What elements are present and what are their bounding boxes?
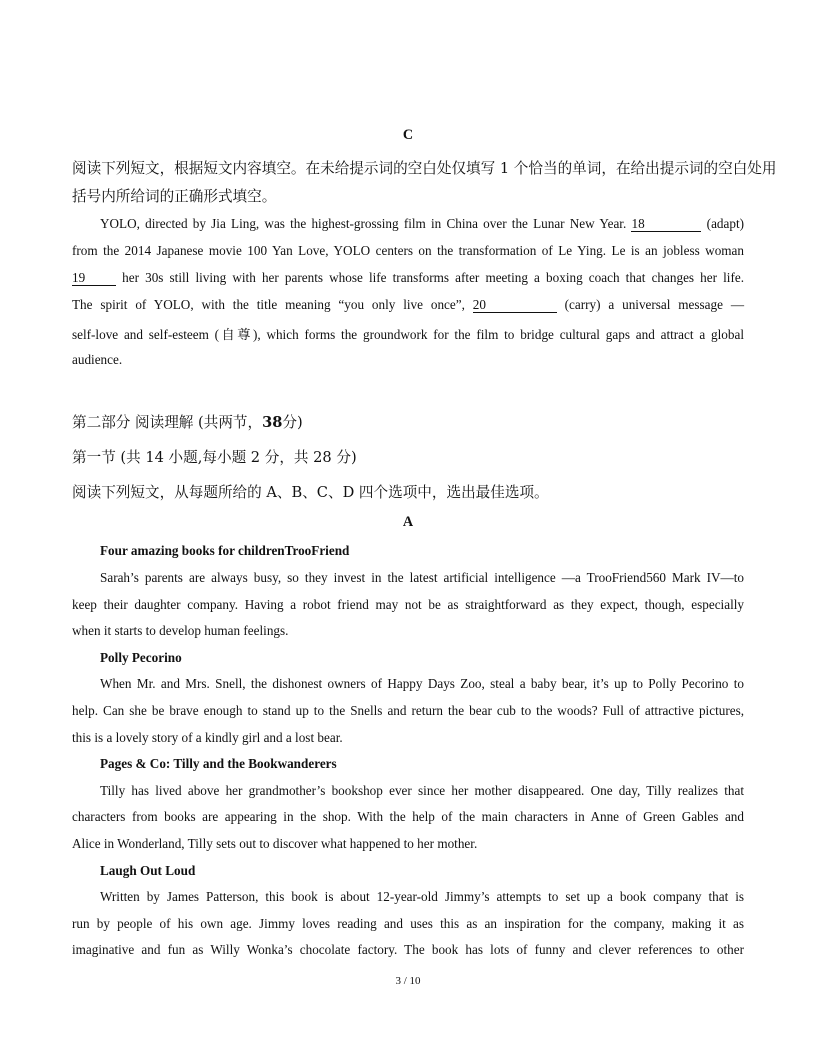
part2-title	[72, 411, 303, 432]
section-c-text: YOLO, directed by Jia Ling, was the highest-grossing film in China over the Lunar New Year.	[100, 216, 627, 231]
part2-instruction: 阅读下列短文，从每题所给的 A、B、C、D 四个选项中，选出最佳选项。	[72, 484, 549, 501]
section-c-text: her 30s still living with her parents whose life transforms after meeting a boxing coach that changes her life.	[122, 270, 745, 285]
book2-line2: help. Can she be brave enough to stand up to the Snells and return the bear cub to the woods? Full of attractive pictures,	[72, 703, 744, 718]
book3-line3: Alice in Wonderland, Tilly sets out to discover what happened to her mother.	[72, 836, 478, 851]
book1-line1: Sarah’s parents are always busy, so they invest in the latest artificial intelligence —a TrooFriend560 Mark IV—to	[100, 570, 744, 585]
section-c-letter: C	[402, 127, 414, 143]
blank-20: 20	[473, 298, 557, 313]
part2-title-text: 第二部分 阅读理解	[72, 414, 194, 431]
book3-line2: characters from books are appearing in the shop. With the help of the main characters in Anne of Green Gables and	[72, 809, 744, 824]
section-c-paragraph-line1	[72, 216, 744, 232]
section-c-paragraph-line2: from the 2014 Japanese movie 100 Yan Love, YOLO centers on the transformation of Le Ying. Le is an jobless woman	[72, 243, 744, 258]
page-number: 3 / 10	[395, 975, 421, 987]
section-c-instruction-line1: 阅读下列短文，根据短文内容填空。在未给提示词的空白处仅填写 1 个恰当的单词，在给出提示词的空白处用	[72, 160, 777, 177]
book4-line2: run by people of his own age. Jimmy loves reading and uses this as an inspiration for the company, making it as	[72, 916, 744, 931]
section-c-text: The spirit of YOLO, with the title meaning “you only live once”,	[72, 297, 465, 312]
section-c-instruction-line2: 括号内所给词的正确形式填空。	[72, 188, 277, 205]
book2-title: Polly Pecorino	[100, 650, 182, 665]
section-a-title: Four amazing books for childrenTrooFriend	[100, 543, 350, 558]
section-c-paragraph-line6: audience.	[72, 352, 123, 367]
section-c-hint-carry: (carry) a universal message —	[564, 297, 745, 312]
blank-19: 19	[72, 271, 116, 286]
section-c-paragraph-line4	[72, 297, 744, 313]
section-c-hint-adapt: (adapt)	[706, 216, 745, 231]
blank-18: 18	[631, 217, 701, 232]
book4-line1: Written by James Patterson, this book is about 12-year-old Jimmy’s attempts to set up a book company that is	[100, 889, 744, 904]
part2-section1-heading: 第一节 (共 14 小题,每小题 2 分，共 28 分)	[72, 449, 357, 466]
section-c-paragraph-line5: self-love and self-esteem (自尊), which forms the groundwork for the film to bridge cultural gaps and attract a global	[72, 327, 744, 342]
book2-line1: When Mr. and Mrs. Snell, the dishonest owners of Happy Days Zoo, steal a baby bear, it’s up to Polly Pecorino to	[100, 676, 744, 691]
book4-line3: imaginative and fun as Willy Wonka’s chocolate factory. The book has lots of funny and clever references to other	[72, 942, 744, 957]
section-a-letter: A	[402, 514, 414, 530]
book3-line1: Tilly has lived above her grandmother’s bookshop ever since her mother disappeared. One day, Tilly realizes that	[100, 783, 744, 798]
book2-line3: this is a lovely story of a kindly girl and a lost bear.	[72, 730, 343, 745]
book3-title: Pages & Co: Tilly and the Bookwanderers	[100, 756, 337, 771]
book1-line3: when it starts to develop human feelings.	[72, 623, 289, 638]
book1-line2: keep their daughter company. Having a robot friend may not be as straightforward as they expect, though, especially	[72, 597, 744, 612]
part2-title-paren: (共两节，	[198, 414, 263, 431]
book4-title: Laugh Out Loud	[100, 863, 196, 878]
part2-title-paren-close: 分)	[282, 414, 303, 431]
section-c-paragraph-line3	[72, 270, 744, 286]
part2-title-score: 38	[262, 414, 283, 431]
